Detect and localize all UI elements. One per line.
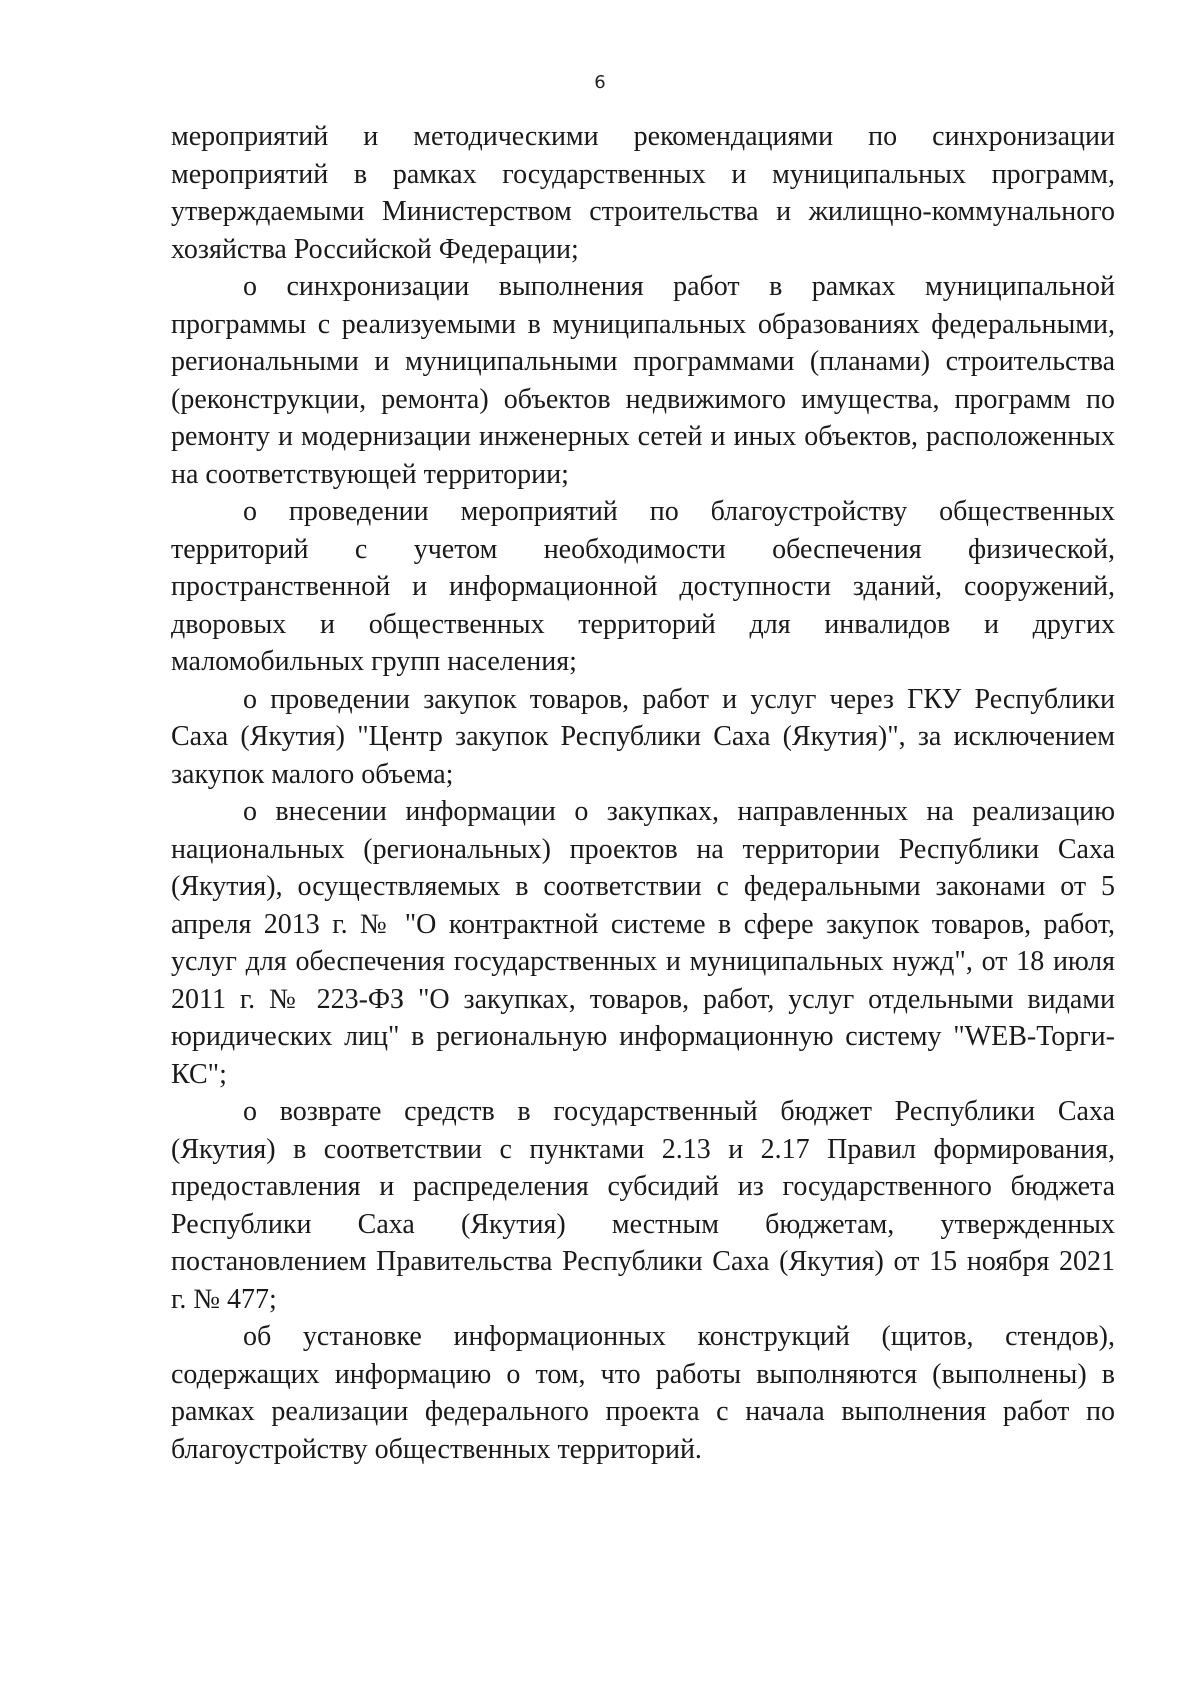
paragraph-procurement-info: о внесении информации о закупках, направленных на реализацию национальных (региональных) проектов на территории Республики Саха (Якутия), осуществляемых в соответствии с федеральными законами от 5 апреля 2013 г. № "О контрактной системе в сфере закупок товаров, работ, услуг для обеспечения государственных и муниципальных нужд", от 18 июля 2011 г. № 223-ФЗ "О закупках, товаров, работ, услуг отдельными видами юридических лиц" в региональную информационную систему "WEB-Торги-КС"; xyxy=(171,796,1115,1090)
paragraph-continuation: мероприятий и методическими рекомендациями по синхронизации мероприятий в рамках государственных и муниципальных программ, утверждаемыми Министерством строительства и жилищно-коммунального хозяйства Российской Федерации; xyxy=(171,121,1115,265)
page-number: 6 xyxy=(594,72,606,93)
paragraph-accessibility: о проведении мероприятий по благоустройству общественных территорий с учетом необходимости обеспечения физической, пространственной и информационной доступности зданий, сооружений, дворовых и общественных территорий для инвалидов и других маломобильных групп населения; xyxy=(171,496,1115,677)
paragraph-synchronization: о синхронизации выполнения работ в рамках муниципальной программы с реализуемыми в муниципальных образованиях федеральными, региональными и муниципальными программами (планами) строительства (реконструкции, ремонта) объектов недвижимого имущества, программ по ремонту и модернизации инженерных сетей и иных объектов, расположенных на соответствующей территории; xyxy=(171,271,1115,490)
paragraph-funds-return: о возврате средств в государственный бюджет Республики Саха (Якутия) в соответствии с пунктами 2.13 и 2.17 Правил формирования, предоставления и распределения субсидий из государственного бюджета Республики Саха (Якутия) местным бюджетам, утвержденных постановлением Правительства Республики Саха (Якутия) от 15 ноября 2021 г. № 477; xyxy=(171,1096,1115,1315)
paragraph-info-boards: об установке информационных конструкций (щитов, стендов), содержащих информацию о том, что работы выполняются (выполнены) в рамках реализации федерального проекта с начала выполнения работ по благоустройству общественных территорий. xyxy=(171,1321,1115,1465)
paragraph-procurement-center: о проведении закупок товаров, работ и услуг через ГКУ Республики Саха (Якутия) "Центр закупок Республики Саха (Якутия)", за исключением закупок малого объема; xyxy=(171,683,1115,790)
document-body xyxy=(171,118,1115,1468)
